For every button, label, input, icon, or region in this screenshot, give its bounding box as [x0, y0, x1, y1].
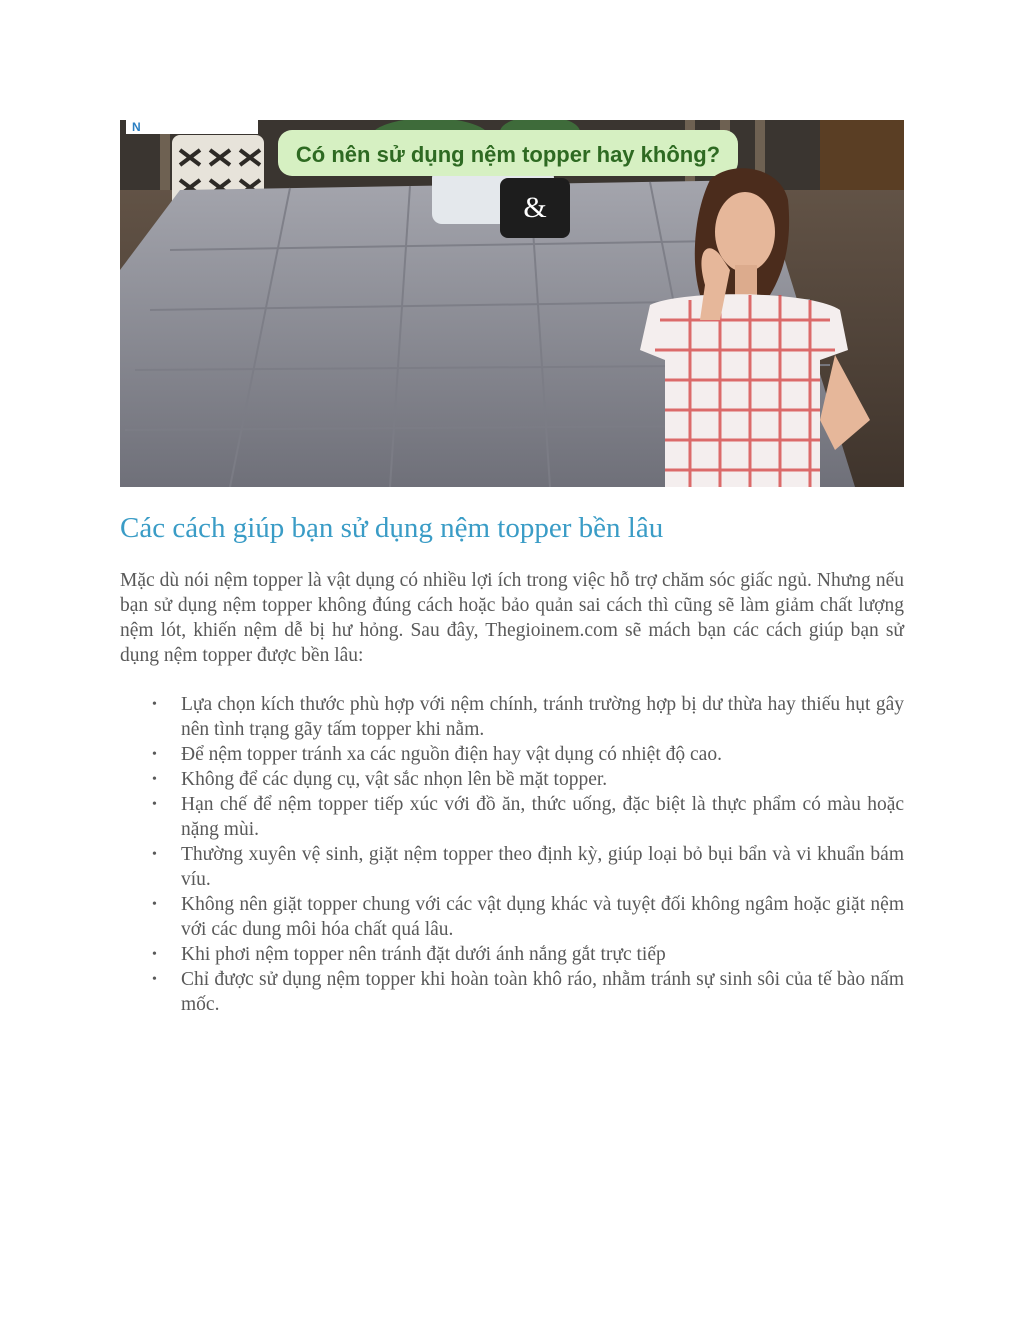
thegioinem-logo-icon [126, 120, 258, 134]
list-item [120, 967, 904, 1017]
list-item-text: Để nệm topper tránh xa các nguồn điện hay vật dụng có nhiệt độ cao. [181, 744, 722, 765]
svg-text:N: N [132, 120, 141, 134]
bullet-icon: • [152, 847, 157, 862]
list-item [120, 767, 904, 792]
list-item-text: Không để các dụng cụ, vật sắc nhọn lên bề mặt topper. [181, 769, 608, 790]
hero-illustration [120, 120, 904, 487]
bullet-icon: • [152, 972, 157, 987]
list-item [120, 742, 904, 767]
bullet-icon: • [152, 747, 157, 762]
page-title: Các cách giúp bạn sử dụng nệm topper bền lâu [120, 512, 664, 544]
bullet-icon: • [152, 797, 157, 812]
list-item-text: Không nên giặt topper chung với các vật dụng khác và tuyệt đối không ngâm hoặc giặt nệm với các dung môi hóa chất quá lâu. [181, 894, 904, 940]
list-item [120, 892, 904, 942]
bullet-icon: • [152, 947, 157, 962]
list-item-text: Hạn chế để nệm topper tiếp xúc với đồ ăn, thức uống, đặc biệt là thực phẩm có màu hoặc nặng mùi. [181, 794, 904, 840]
list-item-text: Thường xuyên vệ sinh, giặt nệm topper theo định kỳ, giúp loại bỏ bụi bẩn và vi khuẩn bám víu. [181, 844, 904, 890]
hero-image [120, 120, 904, 487]
intro-paragraph: Mặc dù nói nệm topper là vật dụng có nhiều lợi ích trong việc hỗ trợ chăm sóc giấc ngủ. Nhưng nếu bạn sử dụng nệm topper không đúng cách hoặc bảo quản sai cách thì cũng sẽ làm giảm chất lượng nệm lót, khiến nệm dễ bị hư hỏng. Sau đây, Thegioinem.com sẽ mách bạn các cách giúp bạn sử dụng nệm topper được bền lâu: [120, 570, 904, 666]
tips-list [120, 692, 904, 1017]
list-item-text: Khi phơi nệm topper nên tránh đặt dưới ánh nắng gắt trực tiếp [181, 944, 666, 965]
list-item [120, 792, 904, 842]
pillow-symbol: & [523, 191, 547, 224]
list-item [120, 842, 904, 892]
list-item [120, 942, 904, 967]
bullet-icon: • [152, 897, 157, 912]
bullet-icon: • [152, 697, 157, 712]
bullet-icon: • [152, 772, 157, 787]
banner-title: Có nên sử dụng nệm topper hay không? [295, 142, 721, 167]
list-item [120, 692, 904, 742]
list-item-text: Lựa chọn kích thước phù hợp với nệm chính, tránh trường hợp bị dư thừa hay thiếu hụt gây nên tình trạng gãy tấm topper khi nằm. [181, 694, 904, 740]
list-item-text: Chỉ được sử dụng nệm topper khi hoàn toàn khô ráo, nhằm tránh sự sinh sôi của tế bào nấm mốc. [181, 969, 904, 1015]
